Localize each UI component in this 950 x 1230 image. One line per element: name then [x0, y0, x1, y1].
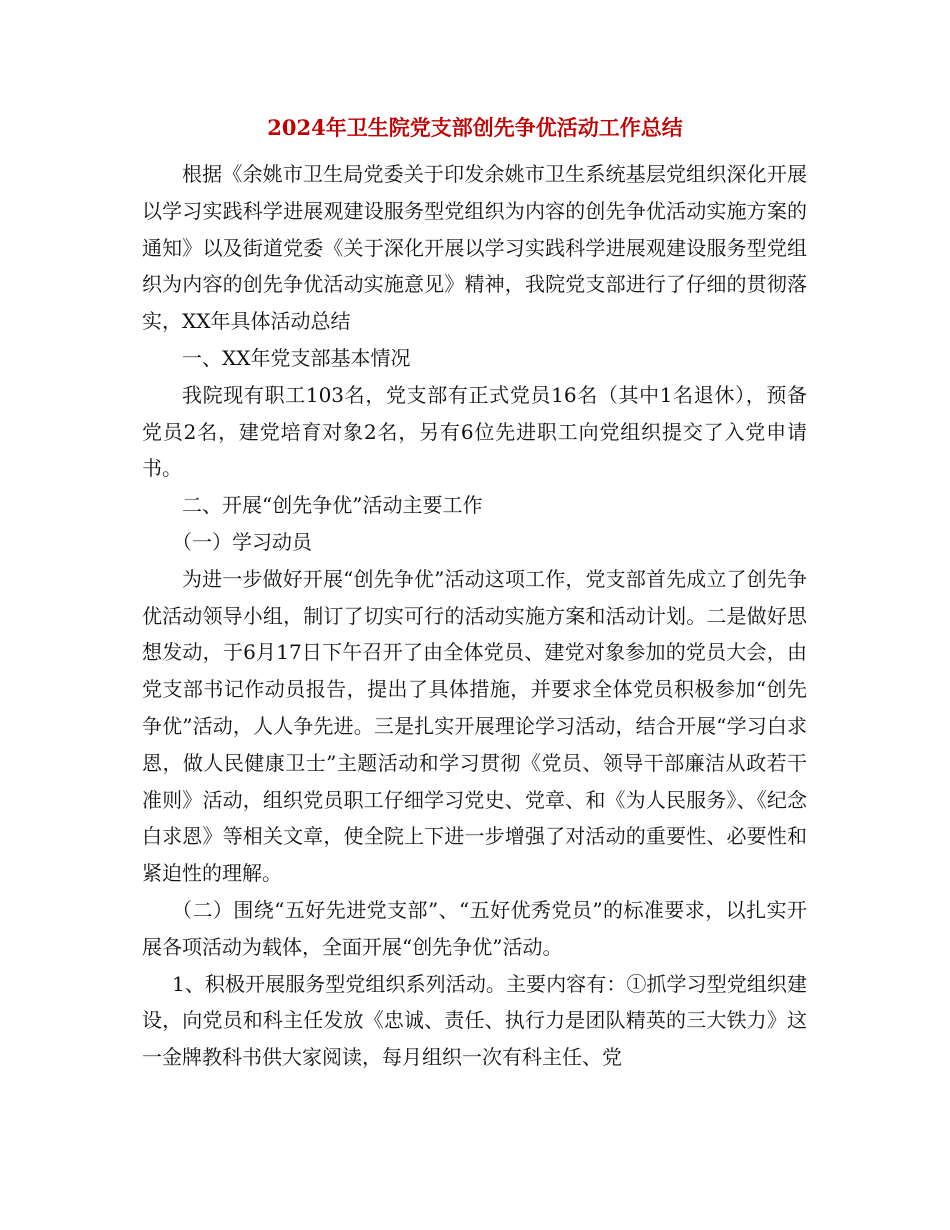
heading-subsection-1: （一）学习动员 [172, 529, 312, 554]
heading-section-1: 一、XX年党支部基本情况 [182, 345, 411, 370]
paragraph-service-activities: 1、积极开展服务型党组织系列活动。主要内容有：①抓学习型党组织建设，向党员和科主任发放《忠诚、责任、执行力是团队精英的三大铁力》这一金牌教科书供大家阅读，每月组织一次有科主任、党 [142, 971, 807, 1070]
paragraph-intro: 根据《余姚市卫生局党委关于印发余姚市卫生系统基层党组织深化开展以学习实践科学进展观建设服务型党组织为内容的创先争优活动实施方案的通知》以及街道党委《关于深化开展以学习实践科学进展观建设服务型党组织为内容的创先争优活动实施意见》精神，我院党支部进行了仔细的贯彻落实，XX年具体活动总结 [142, 162, 807, 334]
heading-subsection-2: （二）围绕“五好先进党支部”、“五好优秀党员”的标准要求，以扎实开展各项活动为载体，全面开展“创先争优”活动。 [142, 897, 807, 959]
paragraph-study-mobilization: 为进一步做好开展“创先争优”活动这项工作，党支部首先成立了创先争优活动领导小组，制订了切实可行的活动实施方案和活动计划。二是做好思想发动，于6月17日下午召开了由全体党员、建党对象参加的党员大会，由党支部书记作动员报告，提出了具体措施，并要求全体党员积极参加“创先争优”活动，人人争先进。三是扎实开展理论学习活动，结合开展“学习白求恩，做人民健康卫士”主题活动和学习贯彻《党员、领导干部廉洁从政若干准则》活动，组织党员职工仔细学习党史、党章、和《为人民服务》、《纪念白求恩》等相关文章，使全院上下进一步增强了对活动的重要性、必要性和紧迫性的理解。 [142, 566, 807, 886]
document-title: 2024年卫生院党支部创先争优活动工作总结 [267, 115, 683, 140]
document-body [142, 156, 807, 1076]
paragraph-basic-info: 我院现有职工103名，党支部有正式党员16名（其中1名退休），预备党员2名，建党培育对象2名，另有6位先进职工向党组织提交了入党申请书。 [142, 382, 807, 481]
heading-section-2: 二、开展“创先争优”活动主要工作 [182, 493, 483, 518]
